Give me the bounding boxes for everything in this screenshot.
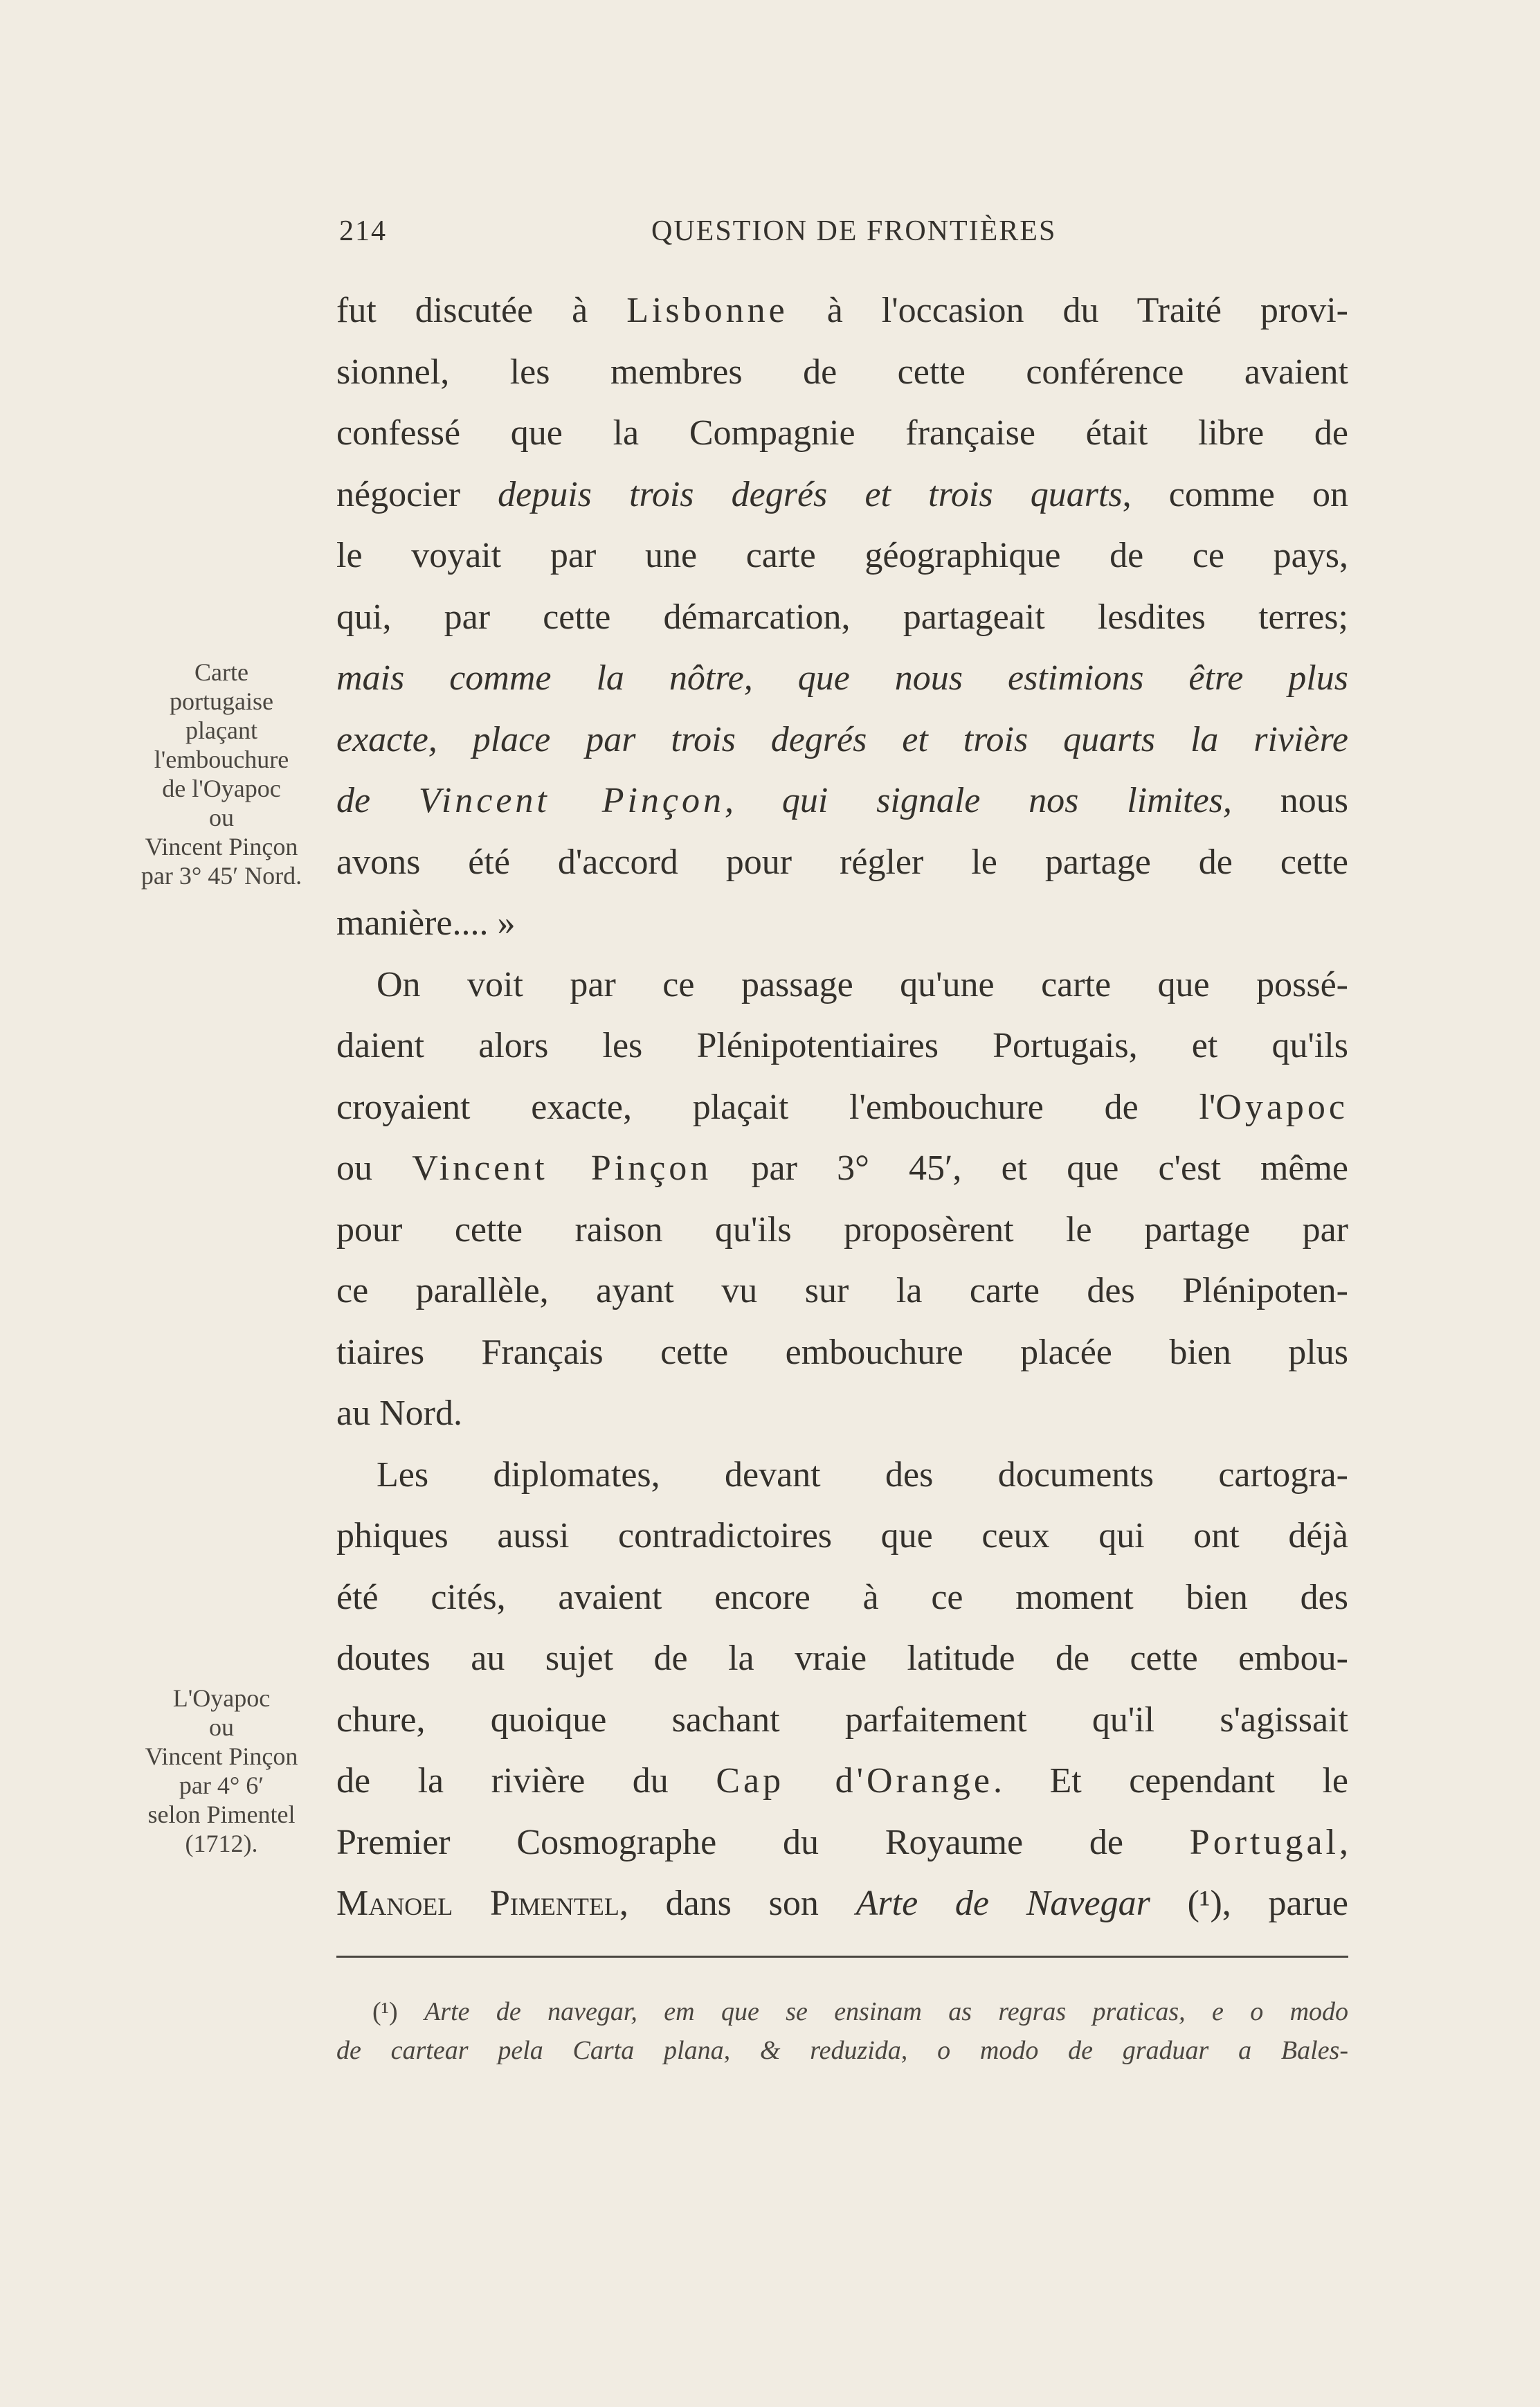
- text-line: Manoel Pimentel, dans son Arte de Navegar (¹), parue: [336, 1884, 1349, 1923]
- margin-note-line: plaçant: [185, 716, 257, 744]
- footnote-line: (¹) Arte de navegar, em que se ensinam as regras praticas, e o modo: [372, 1997, 1349, 2026]
- text-line: phiques aussi contradictoires que ceux qui ont déjà: [336, 1516, 1348, 1556]
- text-line: pour cette raison qu'ils proposèrent le partage par: [336, 1209, 1348, 1250]
- margin-note-line: L'Oyapoc: [172, 1684, 271, 1712]
- margin-note-line: Vincent Pinçon: [145, 833, 298, 860]
- text-line: confessé que la Compagnie française était libre de: [336, 413, 1348, 453]
- margin-note-1: [118, 658, 325, 890]
- text-line: manière.... »: [336, 903, 516, 943]
- text-line: exacte, place par trois degrés et trois quarts la rivière: [336, 719, 1348, 759]
- italic-phrase: depuis trois degrés et trois quarts: [498, 474, 1123, 514]
- text-line: avons été d'accord pour régler le partage de cette: [336, 842, 1348, 882]
- margin-note-line: Vincent Pinçon: [145, 1742, 298, 1770]
- text-line: On voit par ce passage qu'une carte que possé-: [377, 964, 1348, 1004]
- text-line: Les diplomates, devant des documents cartogra-: [377, 1454, 1348, 1495]
- text-line: chure, quoique sachant parfaitement qu'il s'agissait: [336, 1700, 1348, 1740]
- text-line: négocier depuis trois degrés et trois quarts, comme on: [336, 474, 1348, 514]
- place-name: Cap d'Orange: [716, 1761, 993, 1801]
- text-line: tiaires Français cette embouchure placée bien plus: [336, 1332, 1348, 1372]
- text-line: doutes au sujet de la vraie latitude de cette embou-: [336, 1639, 1348, 1678]
- text-line: le voyait par une carte géographique de ce pays,: [336, 536, 1348, 575]
- body-text: [336, 280, 1348, 1935]
- text-line: sionnel, les membres de cette conférence avaient: [336, 352, 1348, 392]
- text-line: ce parallèle, ayant vu sur la carte des Plénipoten-: [336, 1271, 1348, 1310]
- footnote-rule: [336, 1956, 1348, 1958]
- margin-note-line: ou: [209, 1713, 234, 1741]
- book-title: Arte de Navegar: [855, 1884, 1150, 1923]
- footnote-marker: (¹): [372, 1997, 398, 2026]
- place-name: Lisbonne: [626, 291, 788, 330]
- place-name: Oyapoc: [1215, 1087, 1348, 1127]
- page-header: [336, 215, 1348, 256]
- place-name: Portugal: [1189, 1822, 1339, 1862]
- place-name: Vincent Pinçon: [418, 781, 725, 820]
- footnote: [336, 1992, 1348, 2070]
- text-line: de Vincent Pinçon, qui signale nos limites, nous: [336, 781, 1348, 820]
- text-line: daient alors les Plénipotentiaires Portugais, et qu'ils: [336, 1026, 1348, 1065]
- text-line: croyaient exacte, plaçait l'embouchure de l'Oyapoc: [336, 1087, 1348, 1127]
- margin-note-line: selon Pimentel: [147, 1801, 296, 1828]
- margin-note-line: Carte: [194, 658, 248, 686]
- place-name: Vincent Pinçon: [412, 1148, 712, 1188]
- text-line: qui, par cette démarcation, partageait lesdites terres;: [336, 597, 1348, 637]
- margin-note-line: ou: [209, 804, 234, 831]
- page-number: 214: [339, 215, 387, 247]
- text-line: au Nord.: [336, 1394, 462, 1433]
- text-line: mais comme la nôtre, que nous estimions être plus: [336, 658, 1348, 698]
- margin-note-line: de l'Oyapoc: [162, 775, 281, 802]
- running-title: QUESTION DE FRONTIÈRES: [651, 215, 1057, 247]
- text-line: fut discutée à Lisbonne à l'occasion du Traité provi-: [336, 291, 1348, 330]
- text-line: ou Vincent Pinçon par 3° 45′, et que c'est même: [336, 1148, 1349, 1188]
- margin-note-line: l'embouchure: [154, 746, 289, 773]
- author-name: Manoel Pimentel: [336, 1884, 619, 1923]
- margin-note-line: par 3° 45′ Nord.: [141, 862, 302, 890]
- margin-note-line: portugaise: [170, 687, 273, 715]
- footnote-line: de cartear pela Carta plana, & reduzida, o modo de graduar a Bales-: [336, 2036, 1348, 2065]
- margin-note-line: par 4° 6′: [179, 1772, 264, 1799]
- text-line: Premier Cosmographe du Royaume de Portugal,: [336, 1822, 1348, 1862]
- margin-note-2: [118, 1684, 325, 1858]
- margin-note-line: (1712).: [185, 1830, 258, 1857]
- text-line: été cités, avaient encore à ce moment bien des: [336, 1577, 1348, 1617]
- text-line: de la rivière du Cap d'Orange. Et cependant le: [336, 1761, 1348, 1801]
